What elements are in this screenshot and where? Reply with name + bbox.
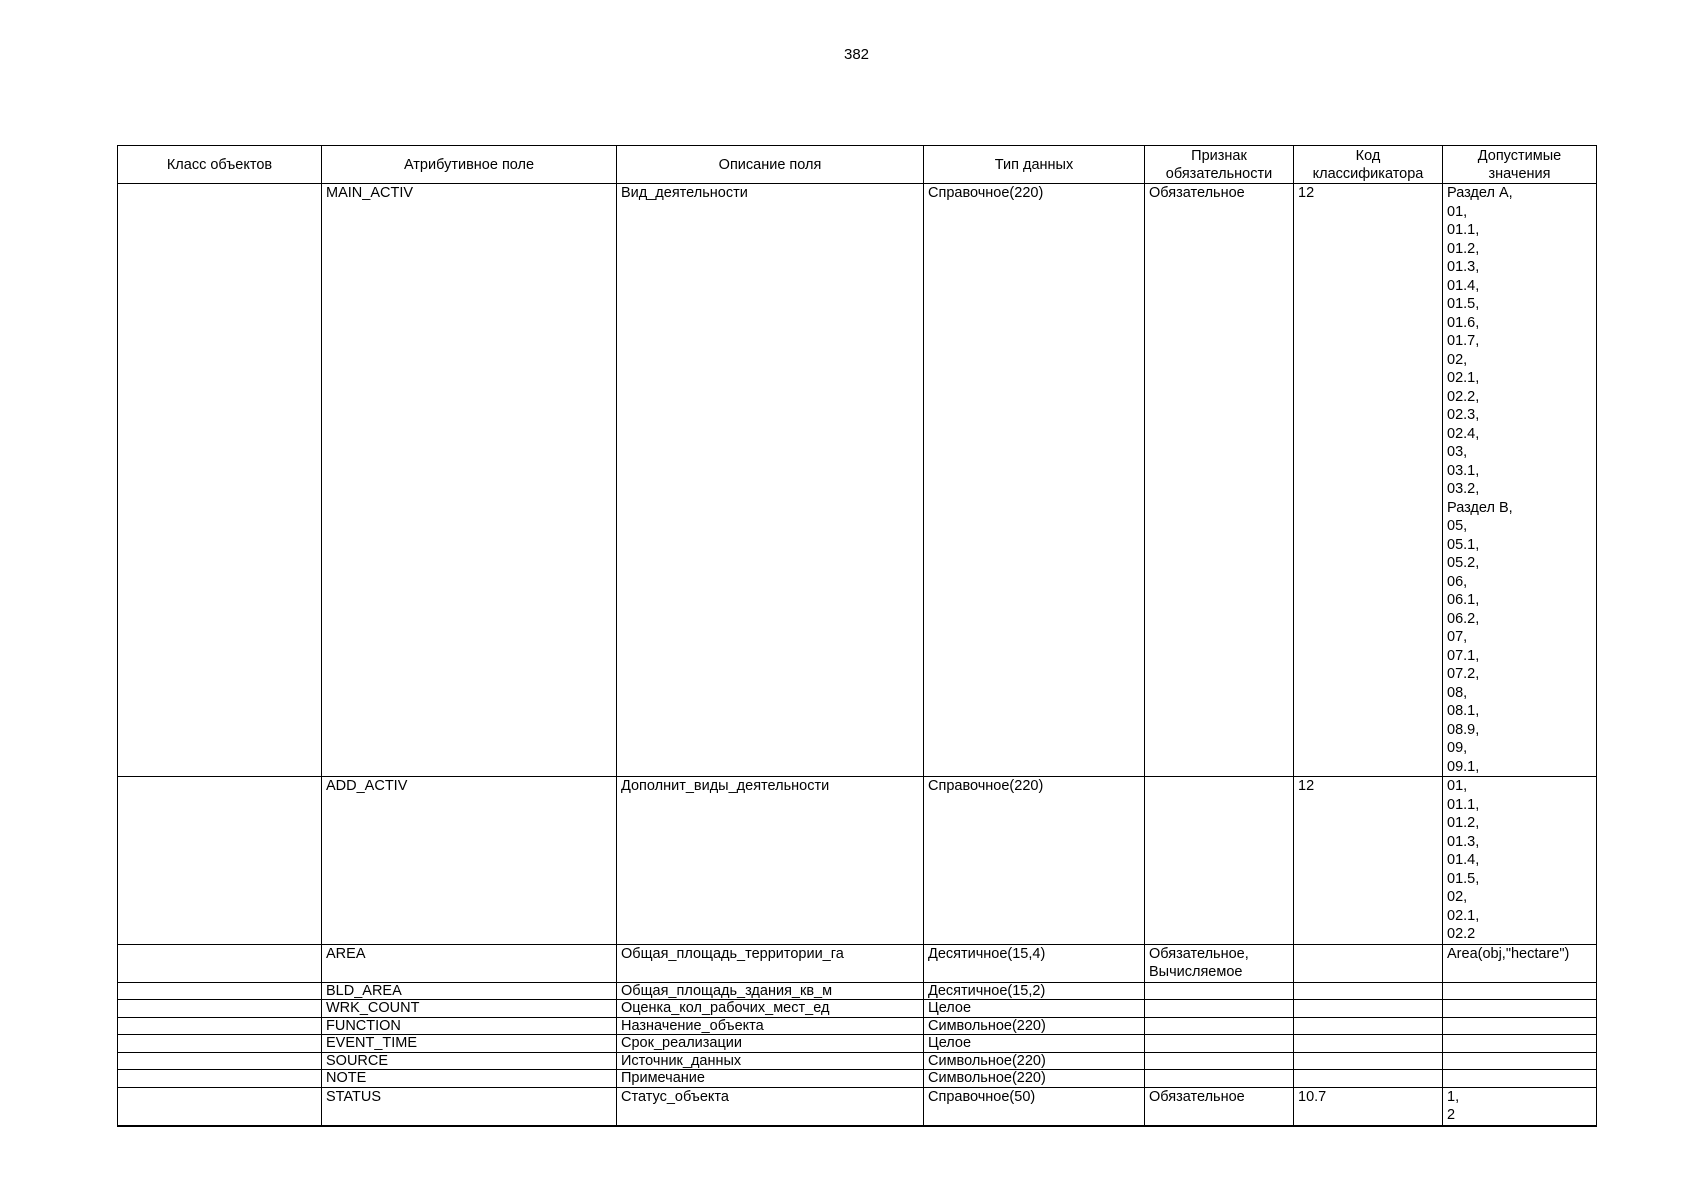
object-class-cell bbox=[118, 1017, 322, 1035]
data-type-cell: Десятичное(15,2) bbox=[924, 982, 1145, 1000]
table-row bbox=[118, 1000, 1597, 1018]
allowed-values-cell bbox=[1443, 184, 1597, 777]
allowed-value: 02.1, bbox=[1447, 370, 1480, 386]
allowed-value: 07.1, bbox=[1447, 647, 1480, 664]
allowed-value: 01.4, bbox=[1447, 852, 1480, 868]
field-description-cell: Вид_деятельности bbox=[617, 184, 924, 777]
allowed-value: 02, bbox=[1447, 351, 1468, 368]
table-row bbox=[118, 944, 1597, 982]
header-object-class bbox=[118, 146, 322, 184]
table-row bbox=[118, 1017, 1597, 1035]
classifier-code-cell bbox=[1294, 1017, 1443, 1035]
allowed-value: 07.2, bbox=[1447, 666, 1480, 682]
header-label-line: Тип данных bbox=[994, 156, 1074, 173]
data-type-cell: Целое bbox=[924, 1035, 1145, 1053]
header-label-line: значения bbox=[1488, 165, 1551, 182]
attribute-field-cell: WRK_COUNT bbox=[322, 1000, 617, 1018]
allowed-value: 01, bbox=[1447, 203, 1468, 220]
attribute-field-cell: EVENT_TIME bbox=[322, 1035, 617, 1053]
allowed-value: 01.5, bbox=[1447, 296, 1480, 312]
object-class-cell bbox=[118, 1087, 322, 1126]
field-description-cell: Статус_объекта bbox=[617, 1087, 924, 1126]
allowed-value: 02.3, bbox=[1447, 407, 1480, 423]
allowed-value: Area(obj,"hectare") bbox=[1447, 945, 1570, 962]
allowed-values-cell bbox=[1443, 982, 1597, 1000]
allowed-value: 03, bbox=[1447, 444, 1468, 460]
field-description-cell: Дополнит_виды_деятельности bbox=[617, 777, 924, 945]
attribute-field-cell: ADD_ACTIV bbox=[322, 777, 617, 945]
allowed-value: 06.2, bbox=[1447, 610, 1480, 627]
data-type-cell: Десятичное(15,4) bbox=[924, 944, 1145, 982]
allowed-value: 01.4, bbox=[1447, 277, 1480, 294]
table-row bbox=[118, 1052, 1597, 1070]
classifier-code-cell bbox=[1294, 1035, 1443, 1053]
required-flag-cell bbox=[1145, 1000, 1294, 1018]
allowed-value: 02.4, bbox=[1447, 425, 1480, 442]
allowed-value: 09, bbox=[1447, 740, 1468, 756]
header-label-line: классификатора bbox=[1312, 165, 1424, 182]
object-class-cell bbox=[118, 777, 322, 945]
table-row bbox=[118, 184, 1597, 777]
field-description-cell: Источник_данных bbox=[617, 1052, 924, 1070]
data-type-cell: Справочное(220) bbox=[924, 777, 1145, 945]
header-required-flag bbox=[1145, 146, 1294, 184]
allowed-value: 08, bbox=[1447, 684, 1468, 701]
allowed-value: Раздел B, bbox=[1447, 499, 1513, 516]
table-row bbox=[118, 982, 1597, 1000]
classifier-code-cell bbox=[1294, 1052, 1443, 1070]
allowed-value: 01.3, bbox=[1447, 259, 1480, 275]
object-class-cell bbox=[118, 982, 322, 1000]
classifier-code-cell: 10.7 bbox=[1294, 1087, 1443, 1126]
object-class-cell bbox=[118, 1035, 322, 1053]
data-type-cell: Символьное(220) bbox=[924, 1017, 1145, 1035]
data-type-cell: Символьное(220) bbox=[924, 1070, 1145, 1088]
object-class-cell bbox=[118, 1052, 322, 1070]
header-allowed-values bbox=[1443, 146, 1597, 184]
attribute-field-cell: NOTE bbox=[322, 1070, 617, 1088]
attribute-field-cell: MAIN_ACTIV bbox=[322, 184, 617, 777]
object-class-cell bbox=[118, 944, 322, 982]
required-flag-cell bbox=[1145, 982, 1294, 1000]
header-label-line: Признак bbox=[1191, 147, 1247, 164]
table-row bbox=[118, 1070, 1597, 1088]
header-label-line: Класс объектов bbox=[166, 156, 273, 173]
allowed-values-cell bbox=[1443, 1017, 1597, 1035]
allowed-values-cell bbox=[1443, 1035, 1597, 1053]
allowed-value: 01, bbox=[1447, 778, 1468, 794]
allowed-value: 01.1, bbox=[1447, 222, 1480, 238]
header-label-line: Код bbox=[1355, 147, 1381, 164]
classifier-code-cell: 12 bbox=[1294, 777, 1443, 945]
field-description-cell: Примечание bbox=[617, 1070, 924, 1088]
allowed-value: 01.1, bbox=[1447, 796, 1480, 813]
required-flag-cell bbox=[1145, 777, 1294, 945]
allowed-value: 08.1, bbox=[1447, 703, 1480, 719]
allowed-value: 03.2, bbox=[1447, 481, 1480, 497]
allowed-value: 01.5, bbox=[1447, 870, 1480, 887]
page-number: 382 bbox=[843, 46, 870, 63]
allowed-values-cell bbox=[1443, 1052, 1597, 1070]
required-flag-line: Обязательное, bbox=[1149, 945, 1249, 962]
attribute-field-cell: AREA bbox=[322, 944, 617, 982]
allowed-value: 05.1, bbox=[1447, 536, 1480, 553]
field-description-cell: Общая_площадь_здания_кв_м bbox=[617, 982, 924, 1000]
required-flag-line: Вычисляемое bbox=[1149, 964, 1243, 980]
allowed-value: 07, bbox=[1447, 629, 1468, 645]
allowed-values-cell bbox=[1443, 1070, 1597, 1088]
required-flag-cell bbox=[1145, 1070, 1294, 1088]
data-type-cell: Целое bbox=[924, 1000, 1145, 1018]
object-class-cell bbox=[118, 1070, 322, 1088]
allowed-value: 06, bbox=[1447, 573, 1468, 590]
header-label-line: Атрибутивное поле bbox=[403, 156, 535, 173]
allowed-value: 05, bbox=[1447, 518, 1468, 534]
attribute-field-cell: FUNCTION bbox=[322, 1017, 617, 1035]
allowed-values-cell bbox=[1443, 944, 1597, 982]
data-type-cell: Символьное(220) bbox=[924, 1052, 1145, 1070]
header-field-description bbox=[617, 146, 924, 184]
data-type-cell: Справочное(50) bbox=[924, 1087, 1145, 1126]
allowed-value: 08.9, bbox=[1447, 721, 1480, 738]
classifier-code-cell bbox=[1294, 944, 1443, 982]
required-flag-line: Обязательное bbox=[1149, 1088, 1245, 1105]
required-flag-cell bbox=[1145, 1087, 1294, 1126]
classifier-code-cell: 12 bbox=[1294, 184, 1443, 777]
required-flag-cell bbox=[1145, 184, 1294, 777]
header-classifier-code bbox=[1294, 146, 1443, 184]
data-type-cell: Справочное(220) bbox=[924, 184, 1145, 777]
table-body bbox=[118, 184, 1597, 1126]
header-attribute-field bbox=[322, 146, 617, 184]
allowed-value: 05.2, bbox=[1447, 555, 1480, 571]
allowed-value: 02.1, bbox=[1447, 907, 1480, 924]
required-flag-cell bbox=[1145, 944, 1294, 982]
header-data-type bbox=[924, 146, 1145, 184]
header-label-line: Допустимые bbox=[1477, 147, 1562, 164]
classifier-code-cell bbox=[1294, 982, 1443, 1000]
attribute-field-cell: STATUS bbox=[322, 1087, 617, 1126]
object-class-cell bbox=[118, 1000, 322, 1018]
classifier-code-cell bbox=[1294, 1000, 1443, 1018]
allowed-values-cell bbox=[1443, 1087, 1597, 1126]
attribute-field-cell: SOURCE bbox=[322, 1052, 617, 1070]
allowed-value: 01.2, bbox=[1447, 815, 1480, 831]
object-class-cell bbox=[118, 184, 322, 777]
allowed-values-cell bbox=[1443, 777, 1597, 945]
allowed-value: 01.2, bbox=[1447, 240, 1480, 257]
allowed-value: 02.2 bbox=[1447, 926, 1476, 942]
allowed-value: 2 bbox=[1447, 1107, 1456, 1123]
allowed-value: 01.7, bbox=[1447, 333, 1480, 349]
classifier-code-cell bbox=[1294, 1070, 1443, 1088]
attribute-table bbox=[117, 145, 1597, 1127]
allowed-value: 01.6, bbox=[1447, 314, 1480, 331]
header-label-line: Описание поля bbox=[718, 156, 822, 173]
table-row bbox=[118, 1087, 1597, 1126]
required-flag-cell bbox=[1145, 1017, 1294, 1035]
required-flag-cell bbox=[1145, 1052, 1294, 1070]
required-flag-cell bbox=[1145, 1035, 1294, 1053]
allowed-value: 02.2, bbox=[1447, 388, 1480, 405]
field-description-cell: Срок_реализации bbox=[617, 1035, 924, 1053]
attribute-field-cell: BLD_AREA bbox=[322, 982, 617, 1000]
field-description-cell: Общая_площадь_территории_га bbox=[617, 944, 924, 982]
table-row bbox=[118, 1035, 1597, 1053]
header-label-line: обязательности bbox=[1165, 165, 1273, 182]
table-row bbox=[118, 777, 1597, 945]
allowed-value: 1, bbox=[1447, 1088, 1460, 1105]
allowed-value: Раздел A, bbox=[1447, 185, 1513, 201]
field-description-cell: Назначение_объекта bbox=[617, 1017, 924, 1035]
allowed-value: 02, bbox=[1447, 889, 1468, 905]
allowed-values-cell bbox=[1443, 1000, 1597, 1018]
field-description-cell: Оценка_кол_рабочих_мест_ед bbox=[617, 1000, 924, 1018]
required-flag-line: Обязательное bbox=[1149, 185, 1245, 201]
allowed-value: 01.3, bbox=[1447, 833, 1480, 850]
table-header-row bbox=[118, 146, 1597, 184]
allowed-value: 06.1, bbox=[1447, 592, 1480, 608]
allowed-value: 03.1, bbox=[1447, 462, 1480, 479]
allowed-value: 09.1, bbox=[1447, 758, 1480, 775]
